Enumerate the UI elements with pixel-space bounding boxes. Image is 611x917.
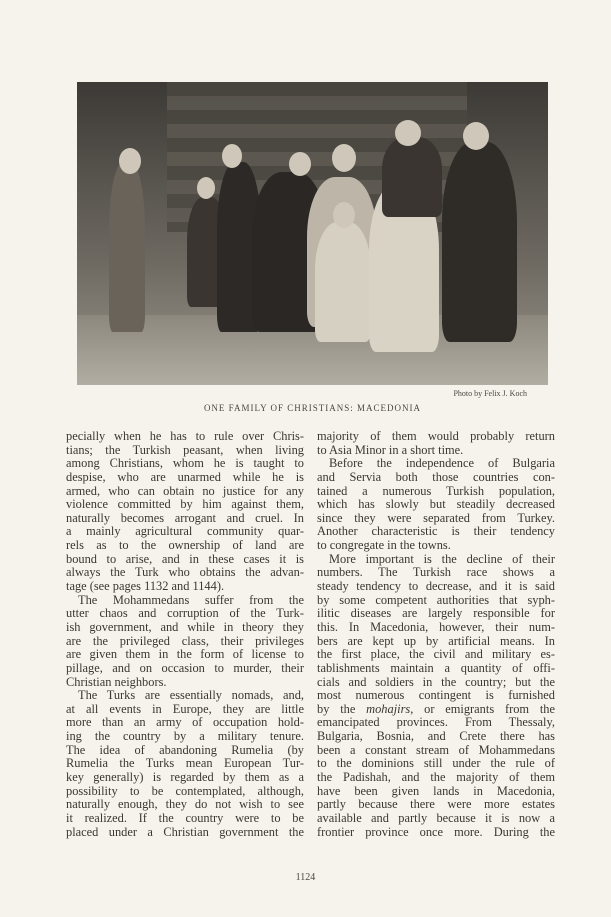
text-line: ing the country by a military tenure. <box>66 729 304 744</box>
text-line: More important is the decline of their <box>329 551 555 566</box>
text-line: rels as to the ownership of land are <box>66 538 304 553</box>
text-line: since they were separated from Turkey. <box>317 510 555 525</box>
text-line: to congregate in the towns. <box>317 538 451 553</box>
photo-credit: Photo by Felix J. Koch <box>453 389 527 398</box>
text-line: and Servia both those countries con- <box>317 469 555 484</box>
photo-head <box>289 152 311 176</box>
photo-caption: ONE FAMILY OF CHRISTIANS: MACEDONIA <box>203 403 422 413</box>
photo-head <box>119 148 141 174</box>
text-line: which has slowly but steadily decreased <box>317 497 555 512</box>
text-line: are the privileged class, their privileges <box>66 633 304 648</box>
photo-head <box>463 122 489 150</box>
text-line: available and partly because it is now a <box>317 810 555 825</box>
text-line: to the dominions still under the rule of <box>317 756 555 771</box>
text-line: a mainly agricultural community quar- <box>66 524 304 539</box>
text-line: the Padishah, and the majority of them <box>317 770 555 785</box>
text-line: Before the independence of Bulgaria <box>329 456 555 471</box>
photo-figure <box>315 222 371 342</box>
text-line: most numerous contingent is furnished <box>317 688 555 703</box>
photo-head <box>333 202 355 228</box>
text-line: steady tendency to decrease, and it is said <box>317 579 555 594</box>
text-line: partly because there were more estates <box>317 797 555 812</box>
text-line: by the mohajirs, or emigrants from the <box>317 701 555 716</box>
text-line: the first place, the civil and military es- <box>317 647 555 662</box>
photograph-family <box>77 82 548 385</box>
text-line: naturally enough, they do not wish to see <box>66 797 304 812</box>
text-line: tage (see pages 1132 and 1144). <box>66 579 225 594</box>
text-line: tablishments maintain a quantity of offi- <box>317 660 555 675</box>
text-line: tians; the Turkish peasant, when living <box>66 442 304 457</box>
photo-head <box>222 144 242 168</box>
photo-head <box>395 120 421 146</box>
text-line: violence committed by him against them, <box>66 497 304 512</box>
text-line: bers are kept up by artificial means. In <box>317 633 555 648</box>
text-line: ilitic diseases are largely responsible for <box>317 606 555 621</box>
text-line: are given them in the form of license to <box>66 647 304 662</box>
text-line: numbers. The Turkish race shows a <box>317 565 555 580</box>
text-line: pillage, and on occasion to murder, their <box>66 660 304 675</box>
text-line: tained a numerous Turkish population, <box>317 483 555 498</box>
text-line: Another characteristic is their tendency <box>317 524 555 539</box>
text-line: this. In Macedonia, however, their num- <box>317 619 555 634</box>
text-line: possibility to be contemplated, although, <box>66 783 304 798</box>
text-line: by some competent authorities that syph- <box>317 592 555 607</box>
photo-head <box>197 177 215 199</box>
text-line: ish government, and while in theory they <box>66 619 304 634</box>
text-line: despise, who are unarmed while he is <box>66 469 304 484</box>
text-line: been a constant stream of Mohammedans <box>317 742 555 757</box>
text-column-left <box>66 430 304 839</box>
photo-figure <box>382 137 442 217</box>
text-line: frontier province once more. During the <box>317 824 555 839</box>
photo-figure <box>109 162 145 332</box>
text-line: always the Turk who obtains the advan- <box>66 565 304 580</box>
text-line: it realized. If the country were to be <box>66 810 304 825</box>
text-line: emancipated provinces. From Thessaly, <box>317 715 555 730</box>
text-line: pecially when he has to rule over Chris- <box>66 429 304 443</box>
text-line: The Turks are essentially nomads, and, <box>78 688 304 703</box>
text-line: armed, who can obtain no justice for any <box>66 483 304 498</box>
text-line: utter chaos and corruption of the Turk- <box>66 606 304 621</box>
text-line: more than an army of occupation hold- <box>66 715 304 730</box>
photo-head <box>332 144 356 172</box>
text-line: Christian neighbors. <box>66 674 167 689</box>
text-line: Bulgaria, Bosnia, and Crete there has <box>317 729 555 744</box>
text-line: naturally becomes arrogant and cruel. In <box>66 510 304 525</box>
text-line: to Asia Minor in a short time. <box>317 442 464 457</box>
text-line: bound to arise, and in these cases it is <box>66 551 304 566</box>
text-line: The Mohammedans suffer from the <box>78 592 304 607</box>
page-number: 1124 <box>295 872 316 883</box>
text-line: Rumelia the Turks mean European Tur- <box>66 756 304 771</box>
photo-figure <box>442 142 517 342</box>
text-line: at all events in Europe, they are little <box>66 701 304 716</box>
text-line: cials and soldiers in the country; but the <box>317 674 555 689</box>
text-line: placed under a Christian government the <box>66 824 304 839</box>
text-column-right <box>317 430 555 839</box>
text-line: have been given lands in Macedonia, <box>317 783 555 798</box>
text-line: majority of them would probably return <box>317 429 555 443</box>
text-line: among Christians, whom he is taught to <box>66 456 304 471</box>
text-line: key generally) is regarded by them as a <box>66 770 304 785</box>
text-line: The idea of abandoning Rumelia (by <box>66 742 304 757</box>
